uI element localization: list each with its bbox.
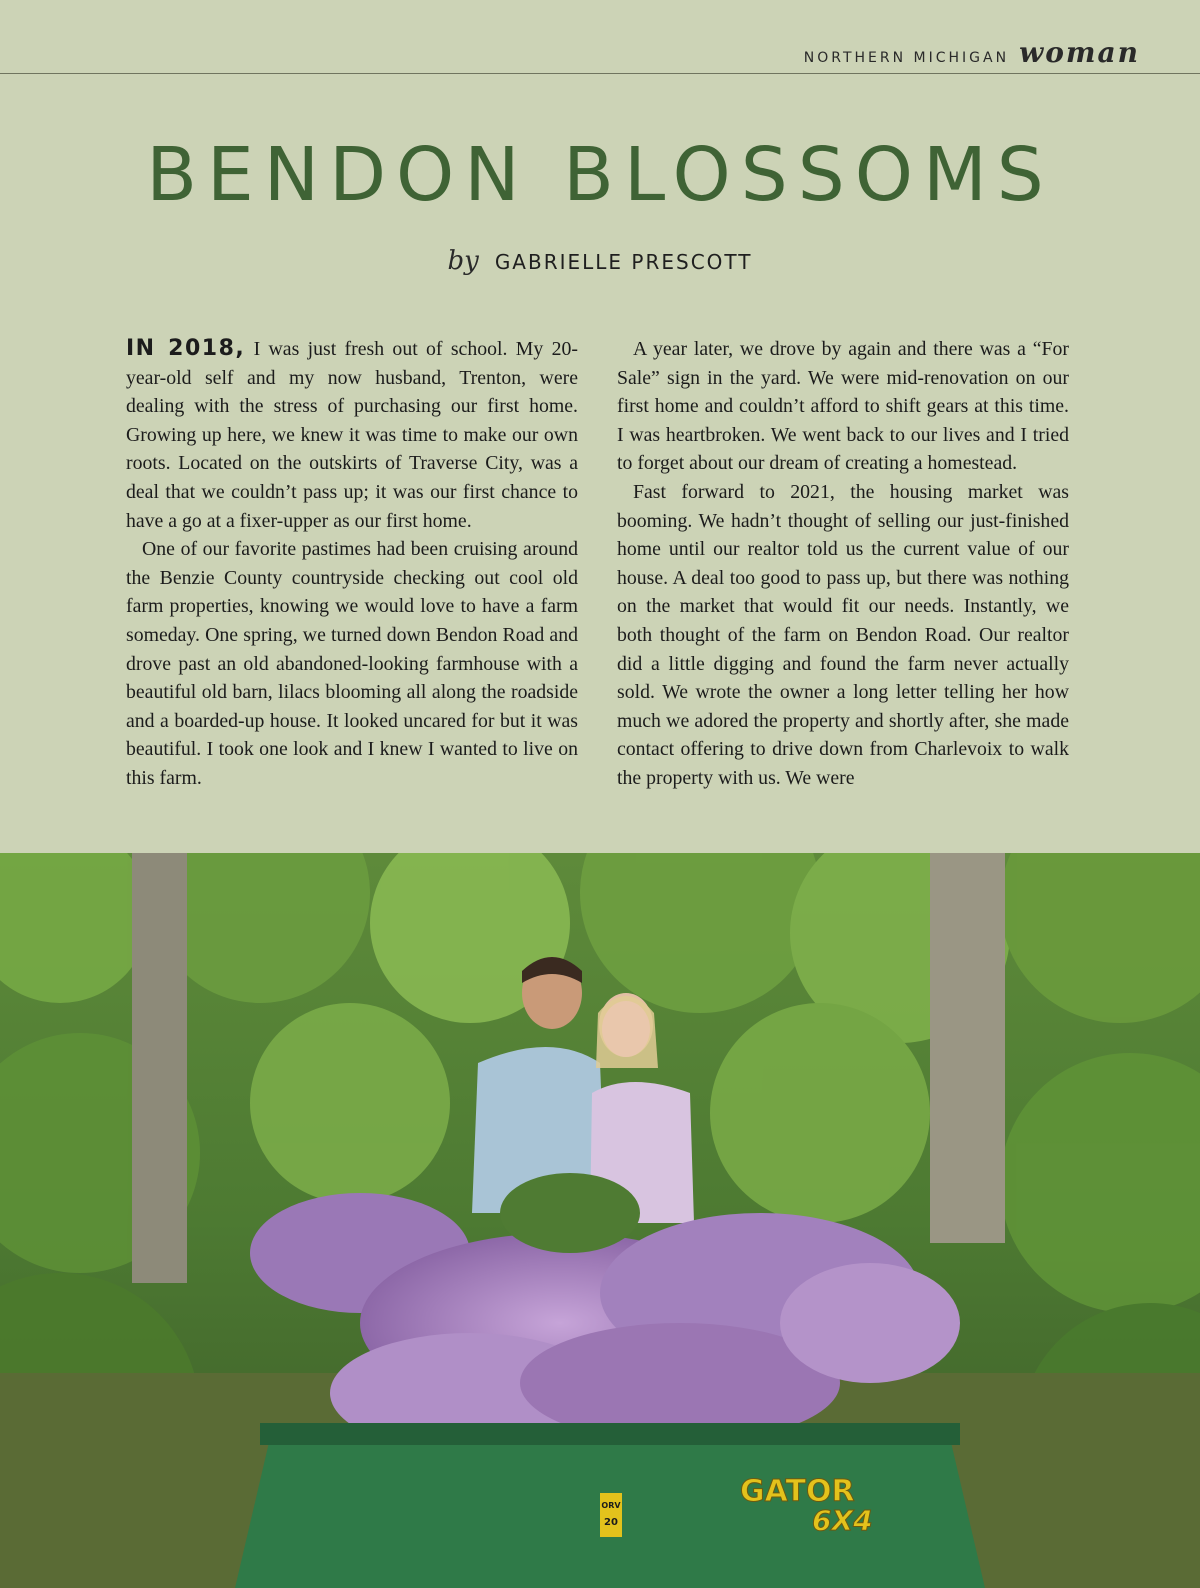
masthead-row (804, 36, 1140, 69)
article-paragraph: One of our favorite pastimes had been cruising around the Benzie County countryside checking out cool old farm properties, knowing we would love to have a farm someday. One spring, we turned down Bendon Road and drove past an old abandoned-looking farmhouse with a beautiful old barn, lilacs blooming all along the roadside and a boarded-up house. It looked uncared for but it was beautiful. I took one look and I knew I wanted to live on this farm. (126, 538, 578, 789)
article-paragraph: Fast forward to 2021, the housing market was booming. We hadn’t thought of selling our just-finished home until our realtor told us the current value of our house. A deal too good to pass up, but there was nothing on the market that would fit our needs. Instantly, we both thought of the farm on Bendon Road. Our realtor did a little digging and found the farm never actually sold. We wrote the owner a long letter telling her how much we adored the property and shortly after, she made contact offering to drive down from Charlevoix to walk the property with us. We were (617, 480, 1069, 789)
registration-sticker (600, 1493, 622, 1537)
vehicle-badge: GATOR (740, 1474, 855, 1509)
byline (0, 246, 1200, 276)
article-paragraph: A year later, we drove by again and there was a “For Sale” sign in the yard. We were mid-renovation on our first home and couldn’t afford to shift gears at this time. I was heartbroken. We went back to our lives and I tried to forget about our dream of creating a homestead. (617, 338, 1069, 475)
photo-illustration (0, 853, 1200, 1588)
article-column-left (126, 335, 578, 793)
tree-trunk-right (930, 853, 1005, 1243)
byline-prefix: by (447, 246, 479, 276)
publication-name: NORTHERN MICHIGAN (803, 50, 1010, 66)
masthead (0, 0, 1200, 74)
article-photo (0, 853, 1200, 1588)
utility-vehicle (235, 1423, 985, 1588)
vehicle-badge-sub: 6X4 (812, 1504, 873, 1537)
article-paragraph (126, 335, 578, 535)
paragraph-text: I was just fresh out of school. My 20-year-old self and my now husband, Trenton, were dealing with the stress of purchasing our first home. Growing up here, we knew it was time to make our own roots. Located on the outskirts of Traverse City, was a deal that we couldn’t pass up; it was our first chance to have a go at a fixer-upper as our first home. (126, 338, 578, 532)
sticker-year: 20 (604, 1517, 618, 1528)
author-name: GABRIELLE PRESCOTT (494, 250, 753, 274)
tree-trunk-left (132, 853, 187, 1283)
lead-in: IN 2018, (126, 336, 246, 361)
article-column-right (617, 335, 1069, 793)
publication-script-word: woman (1019, 36, 1140, 69)
sticker-label: ORV (601, 1501, 621, 1510)
article-title: BENDON BLOSSOMS (146, 132, 1054, 218)
